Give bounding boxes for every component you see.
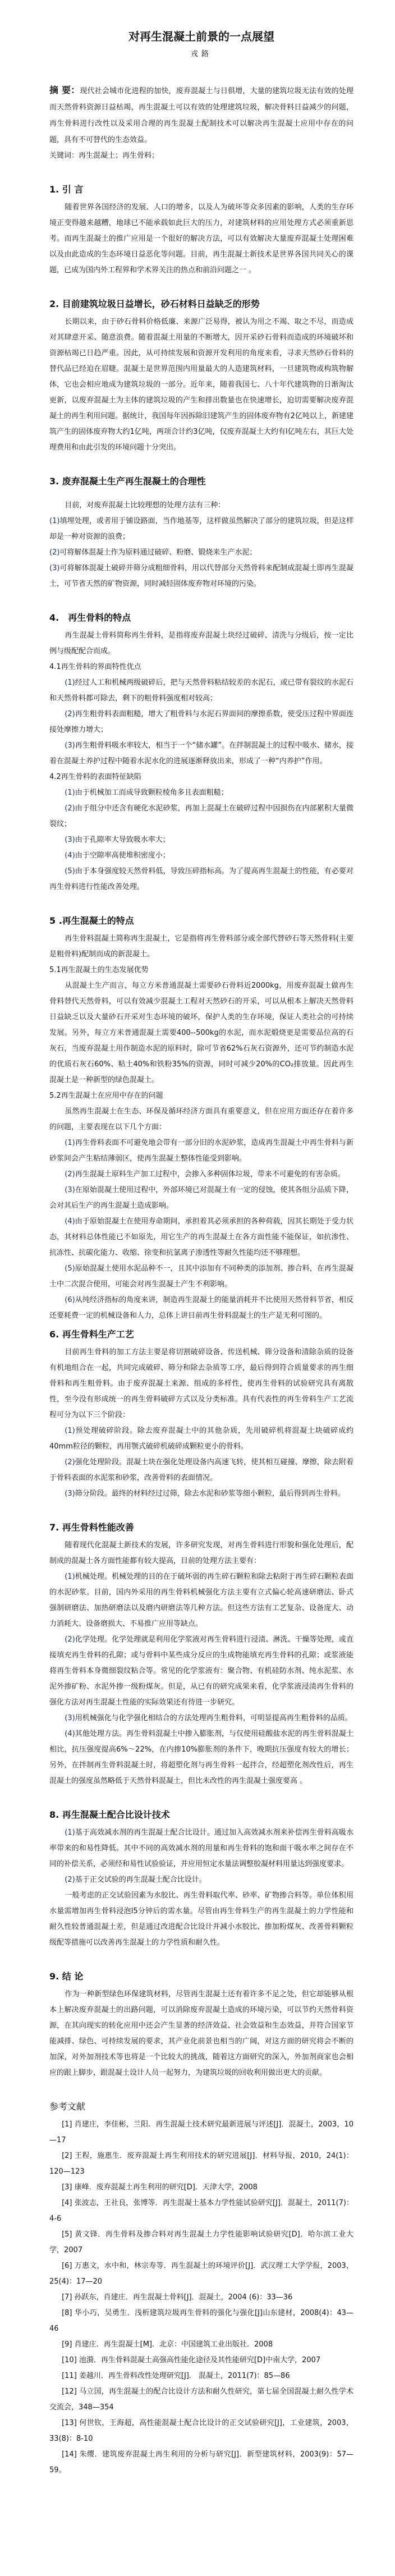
reference-item: [6] 万惠文，水中和，林宗寿等．再生混凝土的环境评价[J]．武汉理工大学学报，2003，25(4)：17—20 bbox=[49, 2262, 353, 2286]
list-marker: (4) bbox=[65, 1730, 75, 1738]
section-7 bbox=[49, 1520, 353, 1789]
subsection-heading bbox=[49, 659, 353, 675]
block-text: 长期以来，由于砂石骨料价格低廉、来源广泛易得，被认为用之不竭、取之不尽，而造成对其肆意开采、随意浪费。随着混凝土用量的不断增大，因开采砂石骨料而造成的环境破坏和资源枯竭已日趋严重。因此，从可持续发展和资源开发利用的角度来看，寻求天然砂石骨料的替代品已经迫在眉睫。混凝土是世界范围内用量最大的人造建筑材料，一旦建筑物或构筑物解体，它也会相应地成为建筑垃圾的一部分。近年来，随着我国七、八十年代建筑物的日渐淘汰更新，以废弃混凝土为主体的建筑垃圾的产生和排出数量也在快速增长，迫切需要解决废弃混凝土的再生利用问题。据统计，我国每年因拆除旧建筑产生的固体废弃物有2亿吨以上，新建建筑产生的固体废弃物大约1亿吨，两项合计约3亿吨，仅废弃混凝土大约有l亿吨左右，其巨大处理费用和由此引发的环境问题十分突出。 bbox=[49, 318, 353, 452]
block-text: 虽然再生混凝土在生态、环保及循环经济方面具有重要意义，但在应用方面还存在着许多的问题，主要表现在以下几个方面： bbox=[49, 1107, 353, 1131]
block-text: 再生骨料表面不可避免地会带有一部分旧的水泥砂浆，造成再生混凝土中再生骨料与新砂浆间会产生粘结薄弱区，使再生混凝土整体性能受到影响。 bbox=[49, 1139, 353, 1163]
block-text: 强化处理阶段。混凝土块在强化处理设备内高速飞转，使其相互碰撞、摩擦，除去附着于骨料表面的水泥浆和砂浆，改善骨料的表面情况。 bbox=[49, 1458, 353, 1482]
section-4 bbox=[49, 610, 353, 895]
section-heading: 7. 再生骨料性能改善 bbox=[49, 1522, 134, 1533]
list-marker: (3) bbox=[49, 564, 60, 572]
reference-item: [5] 黄文锋．再生骨料及掺合料对再生混凝土力学性能影响试验研究[D]．哈尔滨工业大学，2007 bbox=[49, 2230, 353, 2254]
keywords bbox=[49, 148, 353, 164]
reference-item: [8] 华小巧，吴勇生．浅析建筑垃圾再生骨料的强化与强化[J]山东建材，2008(4)：43—46 bbox=[49, 2309, 353, 2333]
list-item bbox=[49, 1711, 353, 1726]
list-marker: (2) bbox=[65, 1458, 75, 1466]
list-item bbox=[49, 1569, 353, 1632]
section-heading: 9. 结 论 bbox=[49, 1971, 84, 1982]
paragraph bbox=[49, 1104, 353, 1135]
block-text: 其他处理方法。再生骨料混凝土中掺入膨胀剂，与仅使用硅酸盐水泥的再生骨料混凝土相比，抗压强度提高6%～22%，在内掺10%膨胀剂的条件下，晚期抗压强度有较大的增长；另外，在拌制再生骨料混凝土时，将超塑化剂与再生骨料一起拌合，经超塑化剂改性后，再生混凝土的强度虽然略低于天然骨料混凝土，但比未改性的再生混凝土强度要高 。 bbox=[49, 1730, 353, 1785]
list-marker: (1) bbox=[65, 1573, 75, 1581]
list-marker: (2) bbox=[65, 710, 75, 718]
block-text: 基于高效减水剂的再生混凝土配合比设计。通过加入高效减水剂来补偿再生骨料高吸水率带来的和易性降低。其中不同的高效减水剂的用量和再生骨料的饱和面干吸水率之间存在不同的补偿关系，必须经和易性试验验证，并应用恒定水量法调整胶凝材料用量达到强度要求。 bbox=[49, 1828, 353, 1868]
block-text: 由于孔隙率大导致吸水率大； bbox=[75, 836, 170, 844]
reference-item: [3] 康峰．废弃混凝土再生利用的研究[D]．天津大学，2008 bbox=[62, 2183, 258, 2192]
list-marker: (5) bbox=[65, 867, 75, 876]
list-item bbox=[49, 1825, 353, 1872]
block-text: 4.2再生骨料的表面特征缺陷 bbox=[49, 773, 141, 781]
paragraph bbox=[49, 200, 353, 278]
list-item bbox=[49, 1261, 353, 1292]
subsection-heading bbox=[49, 962, 353, 978]
list-marker: (3) bbox=[65, 741, 75, 750]
paragraph bbox=[49, 978, 353, 1088]
list-marker: (4) bbox=[65, 1217, 75, 1226]
reference-item: [11] 姜越川．再生骨料改性处理研究[J]． 混凝土，2011(7)：85—86 bbox=[62, 2372, 290, 2380]
list-item bbox=[49, 864, 353, 895]
reference-item: [4] 张波志，王社良，张博等．再生混凝土基本力学性能试验研究[J]．混凝土，2011(7)：4-6 bbox=[49, 2199, 353, 2223]
block-text: 再生粗骨料表面粗糙，增大了粗骨料与水泥石界面间的摩擦系数，使受压过程中界面连接处摩擦力增大； bbox=[49, 710, 353, 734]
list-marker: (2) bbox=[65, 1876, 75, 1884]
block-text: 筛分阶段。最终的材料经过过筛，除去水泥和砂浆等细小颗粒，最后得到再生骨料。 bbox=[75, 1489, 345, 1498]
block-text: 在原始混凝土使用过程中，外部环境已对混凝土有一定的侵蚀，使其各组分品质下降，会对其后生产的再生混凝土造成影响。 bbox=[49, 1186, 353, 1210]
subsection-heading bbox=[49, 769, 353, 785]
list-marker: (4) bbox=[65, 851, 75, 860]
section-heading: 2. 目前建筑垃圾日益增长，砂石材料日益缺乏的形势 bbox=[49, 299, 260, 309]
block-text: 5.1再生混凝土的生态发展优势 bbox=[49, 966, 149, 974]
section-6 bbox=[49, 1327, 353, 1502]
block-text: 预处理破碎阶段。除去废弃混凝土中的其他杂质，先用破碎机将混凝土块破碎成约40mm粒径的颗粒，再用颚式破碎机破碎成颗粒更小的骨料。 bbox=[49, 1427, 353, 1451]
block-text: 目前，对废弃混凝土比较理想的处理方法有三种： bbox=[65, 501, 226, 510]
list-item bbox=[49, 801, 353, 832]
section-9 bbox=[49, 1969, 353, 2081]
list-marker: (6) bbox=[65, 1296, 75, 1304]
block-text: 原始混凝土使用水泥品种不一，且其中添加有不同种类的添加剂、掺合料，在再生混凝土中二次混合使用，可能会对再生混凝土产生不利影响。 bbox=[49, 1264, 353, 1289]
keywords-text: 再生混凝土；再生骨料； bbox=[79, 152, 159, 160]
paragraph bbox=[49, 1888, 353, 1951]
list-item bbox=[49, 675, 353, 707]
block-text: 由于空隙率高使堆积密度小； bbox=[75, 851, 170, 860]
list-marker: (1) bbox=[65, 679, 75, 687]
list-item bbox=[49, 785, 353, 801]
block-text: 从纯经济指标的角度来讲，制造再生混凝土的能量消耗并不比使用天然骨料节省，相反还要耗费一定的机械设备和人力，总体上讲目前再生骨料混凝土的生产是无利可图的。 bbox=[49, 1296, 353, 1320]
block-text: 从混凝土生产而言，每立方米普通混凝土需要砂石骨料近2000kg，用废弃混凝土做再生骨料替代天然骨料，可以有效减少混凝土工程对天然砂石的开采，可以从根本上解决天然骨料日益缺乏以及大量砂石开采对生态环境的破坏，保护人类的生存环境，保证人类社会的可持续发展。另外，每立方米普通混凝土需要400--500kg的水泥，而水泥煅烧更是需要品位高的石灰石，当废弃混凝土用作制造水泥的原料时，除可节省62%石灰石资源外，还可节约制造水泥的优质石灰石60%、粘土40%和铁粉35%的资源，同时可减少20%的CO₂排放量。因此再生混凝土是一种新型的绿色混凝土。 bbox=[49, 982, 353, 1084]
block-text: 由于原始混凝土在使用寿命期间，承担着其必须承担的各种荷载，因其长期处于受力状态，其材料总体性能已不如原先，用它生产的再生混凝土在各方面性能不能保证，如抗渗性、抗冻性、抗碳化能力、收缩、徐变和抗氯离子渗透性等耐久性能均还不够理想。 bbox=[49, 1217, 353, 1257]
list-item bbox=[49, 561, 353, 592]
paragraph bbox=[49, 628, 353, 659]
list-item bbox=[49, 1167, 353, 1182]
list-item bbox=[49, 1486, 353, 1502]
list-item bbox=[49, 1182, 353, 1214]
list-marker: (1) bbox=[65, 1828, 75, 1837]
reference-item: [7] 孙跃东，肖建庄．再生混凝土骨料[J]．混凝土，2004 (6)：33—36 bbox=[62, 2293, 293, 2302]
block-text: 可将解体混凝土破碎并筛分成粗细骨料，用以代替部分天然骨料来配制成混凝土即再生混凝土，可节省天然的矿物资源，同时减轻固体废弃物对环境的污染。 bbox=[49, 564, 353, 588]
section-2 bbox=[49, 296, 353, 456]
block-text: 可将解体混凝土作为原料通过破碎、粉磨、锻烧来生产水泥； bbox=[59, 548, 257, 557]
list-item bbox=[49, 514, 353, 545]
section-heading: 8. 再生混凝土配合比设计技术 bbox=[49, 1809, 170, 1820]
list-item bbox=[49, 832, 353, 848]
section-3 bbox=[49, 474, 353, 592]
section-heading: 3. 废弃混凝土生产再生混凝土的合理性 bbox=[49, 476, 206, 487]
block-text: 一般考虑的正交试验因素为水胶比、再生骨料取代率、砂率、矿物掺合料等。单位体积用水量需增加再生骨料浸泡l5分钟后的需水量。尽管由再生骨料生产的再生混凝土的力学性能和耐久性较普通混凝土差，但是通过改进配合比设计并减小水胶比、掺加粉煤灰、改善骨料颗粒级配等措施可以改善再生混凝土的力学性质和耐久性。 bbox=[49, 1891, 353, 1947]
references-heading: 参考文献 bbox=[49, 2101, 86, 2112]
block-text: 由于组分中还含有硬化水泥砂浆，再加上混凝土在破碎过程中因损伤在内部累积大量微裂纹； bbox=[49, 804, 353, 828]
block-text: 化学处理。化学处理就是利用化学浆液对再生骨料进行浸渍、淋洗、干燥等处理，或直接填充再生骨料的孔隙；或与骨料中某些成分反应的生成物能填充再生骨料的孔隙；或浆液能将再生骨料本身微细裂纹粘合等。常见的化学浆液有：聚合物、有机硅防水剂、纯水泥浆、水泥外掺矿粉、水泥外掺一级粉煤灰。但是，从已有的研究成果来看，化学浆液浸渍再生骨料的强化方法对再生混凝土性能的实际效果还有待进一步研究。 bbox=[49, 1635, 353, 1707]
list-marker: (2) bbox=[65, 1635, 75, 1644]
list-marker: (2) bbox=[65, 1170, 75, 1179]
block-text: 填埋处理，或者用于铺设路面，当作地基等，这样做虽然解决了部分的建筑垃圾，但是这样却是一种对资源的浪费； bbox=[49, 517, 353, 541]
block-text: 再生混凝土原料生产加工过程中，会掺入多种固体垃圾，带来不可避免的有害杂质。 bbox=[75, 1170, 345, 1179]
block-text: 由于机械加工而成导致颗粒棱角多且表面粗糙； bbox=[75, 789, 228, 797]
block-text: 5.2再生混凝土在应用中存在的问题 bbox=[49, 1092, 163, 1100]
paper-body bbox=[49, 182, 353, 2081]
references-list bbox=[49, 2117, 353, 2478]
list-marker: (2) bbox=[65, 804, 75, 813]
block-text: 再生粗骨料吸水率较大，相当于一个“储水罐”。在拌制混凝土的过程中吸水、储水，接着在混凝土养护过程中随着水泥水化的进展逐渐释放出来，形成了一种“内养护”作用。 bbox=[49, 741, 353, 766]
list-item bbox=[49, 1214, 353, 1261]
list-item bbox=[49, 1455, 353, 1486]
list-item bbox=[49, 738, 353, 769]
paper-title: 对再生混凝土前景的一点展望 bbox=[128, 30, 274, 43]
block-text: 随着世界各国经济的发展、人口的增多，以及人为破坏等众多因素的影响，人类的生存环境正变得越来越糟，地球已不能承载如此巨大的压力，对建筑材料的应用处理方式必须重新思考。而再生混凝土的推广应用是一个很好的解决方法，可以有效解决大量废弃混凝土处理困难以及由此造成的生态环境日益恶化等问题。目前，再生混凝土新技术是世界各国共同关心的课题，已成为国内外工程界和学术界关注的热点和前沿问题之一 。 bbox=[49, 203, 353, 274]
block-text: 经过人工和机械两级破碎后，把与天然骨料粘结较差的水泥石，或已带有裂纹的水泥石和天然骨料都可除去，剩下的粗骨料强度相对较高； bbox=[49, 679, 353, 703]
paragraph bbox=[49, 498, 353, 514]
block-text: 作为一种新型绿色环保建筑材料，尽管再生混凝土还有着许多不足之处，但它却能够从根本上解决废弃混凝土的出路问题，可以消除废弃混凝土造成的环境污染，可以节约天然骨料资源，在其向现实的转化应用中还会产生显著的经济效益、社会效益和生态效益，并符合国家节能减排、绿色、可持续发展的要求，其产业化前景也相当的广阔，对这方面的研究将会不断的加深，对外加剂技术等也将是一个比较大的挑战，随着这方面研究的深入，外加剂商家也会相应的跟上脚步，跟混凝土设计人员一起努力，为建筑垃圾的回收利用做出更大的贡献。 bbox=[49, 1990, 353, 2077]
section-1 bbox=[49, 182, 353, 278]
list-marker: (5) bbox=[65, 1264, 75, 1273]
block-text: 再生混凝土骨料简称再生骨料，是指将废弃混凝土块经过破碎、清洗与分级后，按一定比例与级配配合而成。 bbox=[49, 631, 353, 656]
section-heading: 4. 再生骨料的特点 bbox=[49, 612, 131, 623]
keywords-label: 关键词： bbox=[49, 152, 79, 160]
list-marker: (3) bbox=[65, 1489, 75, 1498]
list-item bbox=[49, 1726, 353, 1789]
subsection-heading bbox=[49, 1088, 353, 1104]
list-marker: (3) bbox=[65, 1186, 75, 1194]
block-text: 用机械强化与化学强化相结合的方法处理再生粗骨料，可明显提高再生粗骨料的品质。 bbox=[75, 1714, 352, 1722]
reference-item: [10] 池漪．再生骨料混凝土高强高性能化途径及其性能研究[D]中南大学，2007 bbox=[62, 2356, 321, 2364]
paragraph bbox=[49, 1345, 353, 1423]
section-heading: 5 .再生混凝土的特点 bbox=[49, 915, 134, 926]
paragraph bbox=[49, 314, 353, 456]
reference-item: [13] 何世钦，王海超，高性能混凝土配合比设计的正交试验研究[J]，工业建筑，2003，33(8)：8-10 bbox=[49, 2419, 353, 2443]
block-text: 4.1再生骨料的界面特性优点 bbox=[49, 663, 141, 671]
paper-author: 戎路 bbox=[190, 50, 212, 58]
paragraph bbox=[49, 931, 353, 962]
section-heading: 1. 引 言 bbox=[49, 184, 84, 195]
block-text: 机械处理。机械处理的目的在于破坏弱的再生碎石颗粒和除去粘附于再生碎石颗粒表面的水泥砂浆。目前，国内外采用的再生骨料机械强化方法主要有立式偏心轮高速研磨法、卧式强制研磨法、加热研磨法以及磨内研磨法等几种方法。但这些方法有工艺复杂、设备庞大、动力消耗大、设备磨损大、不易推广应用等缺点。 bbox=[49, 1573, 353, 1628]
list-marker: (1) bbox=[65, 1139, 75, 1147]
list-marker: (1) bbox=[65, 1427, 75, 1435]
reference-item: [1] 肖建庄，李佳彬，兰阳．再生混凝土技术研究最新进展与评述[J]．混凝土，2003，10—17 bbox=[49, 2120, 353, 2144]
list-marker: (2) bbox=[49, 548, 60, 557]
abstract bbox=[49, 82, 353, 148]
abstract-text: 现代社会城市化进程的加快，废弃混凝土与日俱增，大量的建筑垃圾无法有效的处理而天然骨料资源日益枯竭，再生混凝土可以有效的处理建筑垃圾，解决骨料日益减少的问题，再生骨料进行改性以及采用合理的再生混凝土配制技术可以解决再生混凝土应用中存在的问题，具有不可替代的生态效益。 bbox=[49, 87, 353, 144]
reference-item: [14] 朱缨．建筑废弃混凝土再生利用的分析与研究[J]．新型建筑材料，2003(9)：57—59。 bbox=[49, 2450, 353, 2474]
list-item bbox=[49, 1292, 353, 1324]
block-text: 基于正交试验的再生混凝土配合比设计。 bbox=[75, 1876, 206, 1884]
section-5 bbox=[49, 913, 353, 1324]
block-text: 再生骨料混凝土简称再生混凝土，它是指将再生骨料部分或全部代替砂石等天然骨料(主要是粗骨料)配制而成的新混凝土。 bbox=[49, 934, 353, 959]
list-item bbox=[49, 1423, 353, 1455]
paragraph bbox=[49, 1987, 353, 2081]
section-heading: 6. 再生骨料生产工艺 bbox=[49, 1329, 134, 1340]
list-item bbox=[49, 545, 353, 561]
block-text: 随着现代化混凝土新技术的发展，许多研究发现，对再生骨料进行形貌和强化处理后，配制成的混凝土各方面性能都有较大提高，目前的处理方法主要有： bbox=[49, 1541, 353, 1565]
list-marker: (3) bbox=[65, 836, 75, 844]
paragraph bbox=[49, 1538, 353, 1569]
reference-item: [9] 肖建庄．再生混凝土[M]．北京：中国建筑工业出版社．2008 bbox=[62, 2340, 273, 2349]
list-marker: (1) bbox=[65, 789, 75, 797]
list-item bbox=[49, 1632, 353, 1711]
section-8 bbox=[49, 1807, 353, 1951]
block-text: 目前再生骨料的加工方法主要是将切割破碎设备、传送机械、筛分设备和清除杂质的设备有机地组合在一起，共同完成破碎、筛分和除去杂质等工序，最后得到符合质量要求的再生细骨料和再生粗骨料。由于废弃混凝土来源、组成的多样性，使再生骨料的试验研究具有离散性，至今没有形成统一的再生骨料破碎方式以及分类标准。具有代表性的再生骨料生产工艺流程可分为以下三个阶段： bbox=[49, 1348, 353, 1419]
list-marker: (1) bbox=[49, 517, 60, 525]
reference-item: [2] 王程，施惠生．废弃混凝土再生利用技术的研究进展[J]．材料导报，2010，24(1)：120—123 bbox=[49, 2152, 353, 2176]
abstract-label: 摘 要： bbox=[49, 85, 80, 95]
list-item bbox=[49, 1872, 353, 1888]
list-marker: (3) bbox=[65, 1714, 75, 1722]
list-item bbox=[49, 1135, 353, 1167]
list-item bbox=[49, 707, 353, 738]
block-text: 由于本身强度较天然骨料低，导致压碎指标高。为了提高再生混凝土的性能，有必要对再生骨料进行性能改善处理。 bbox=[49, 867, 353, 891]
list-item bbox=[49, 848, 353, 864]
reference-item: [12] 马立国，再生混凝土的配合比设计方法和耐久性研究，第七届全国混凝土耐久性学术交流会，348—354 bbox=[49, 2387, 353, 2412]
